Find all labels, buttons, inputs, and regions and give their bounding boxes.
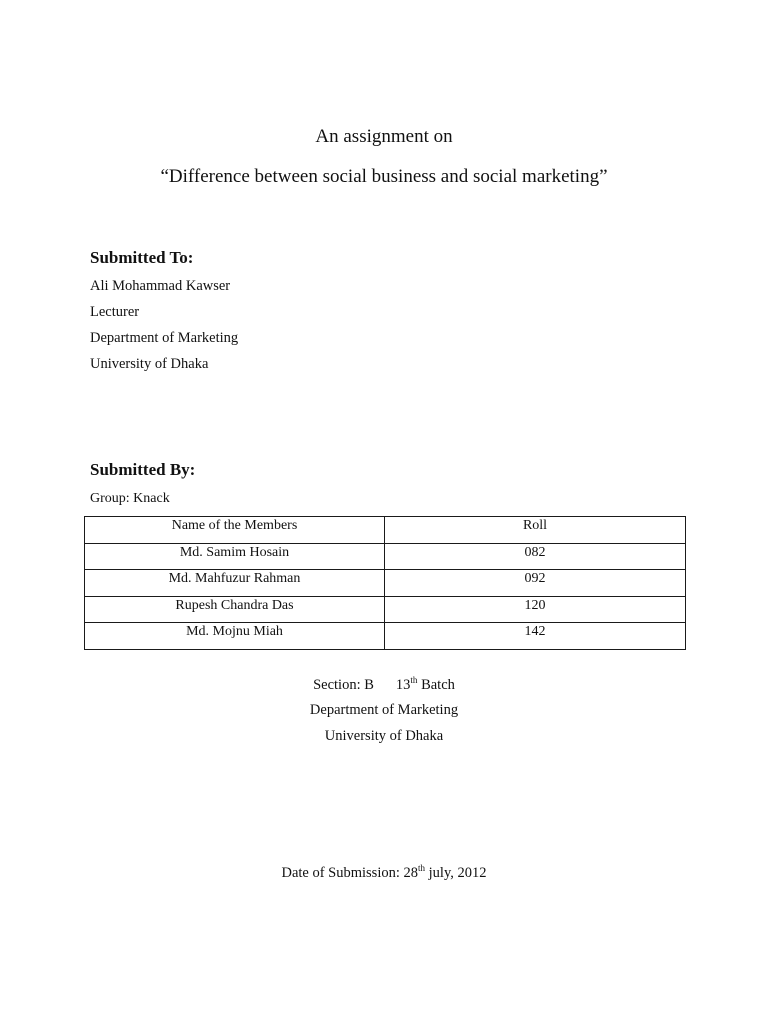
lecturer-name: Ali Mohammad Kawser xyxy=(90,278,231,294)
section-label: Section: B xyxy=(313,677,374,693)
member-roll: 092 xyxy=(385,570,686,597)
assignment-heading: An assignment on xyxy=(315,126,453,147)
batch-suffix: th xyxy=(410,675,418,685)
table-row xyxy=(85,543,686,570)
member-name: Rupesh Chandra Das xyxy=(85,596,385,623)
submitted-to-heading: Submitted To: xyxy=(90,248,194,267)
section-batch-line xyxy=(0,677,768,694)
footer-university: University of Dhaka xyxy=(324,728,444,744)
group-name: Group: Knack xyxy=(90,491,170,506)
lecturer-designation: Lecturer xyxy=(90,304,140,320)
member-roll: 142 xyxy=(385,623,686,650)
member-name: Md. Mahfuzur Rahman xyxy=(85,570,385,597)
lecturer-department: Department of Marketing xyxy=(90,330,239,346)
date-prefix: Date of Submission: 28 xyxy=(281,865,419,881)
submitted-by-heading: Submitted By: xyxy=(90,460,196,479)
batch-word: Batch xyxy=(421,677,455,693)
table-header-row xyxy=(85,517,686,544)
footer-department: Department of Marketing xyxy=(309,702,459,718)
assignment-subject: “Difference between social business and social marketing” xyxy=(160,166,608,187)
date-rest: july, 2012 xyxy=(425,865,487,881)
table-row xyxy=(85,596,686,623)
column-header-roll: Roll xyxy=(385,517,686,544)
member-name: Md. Samim Hosain xyxy=(85,543,385,570)
table-row xyxy=(85,623,686,650)
date-suffix: th xyxy=(418,863,426,873)
members-table xyxy=(84,516,686,650)
table-row xyxy=(85,570,686,597)
member-roll: 082 xyxy=(385,543,686,570)
column-header-name: Name of the Members xyxy=(85,517,385,544)
member-name: Md. Mojnu Miah xyxy=(85,623,385,650)
batch-number: 13 xyxy=(395,677,411,693)
member-roll: 120 xyxy=(385,596,686,623)
lecturer-university: University of Dhaka xyxy=(90,356,209,372)
submission-date xyxy=(0,865,768,882)
